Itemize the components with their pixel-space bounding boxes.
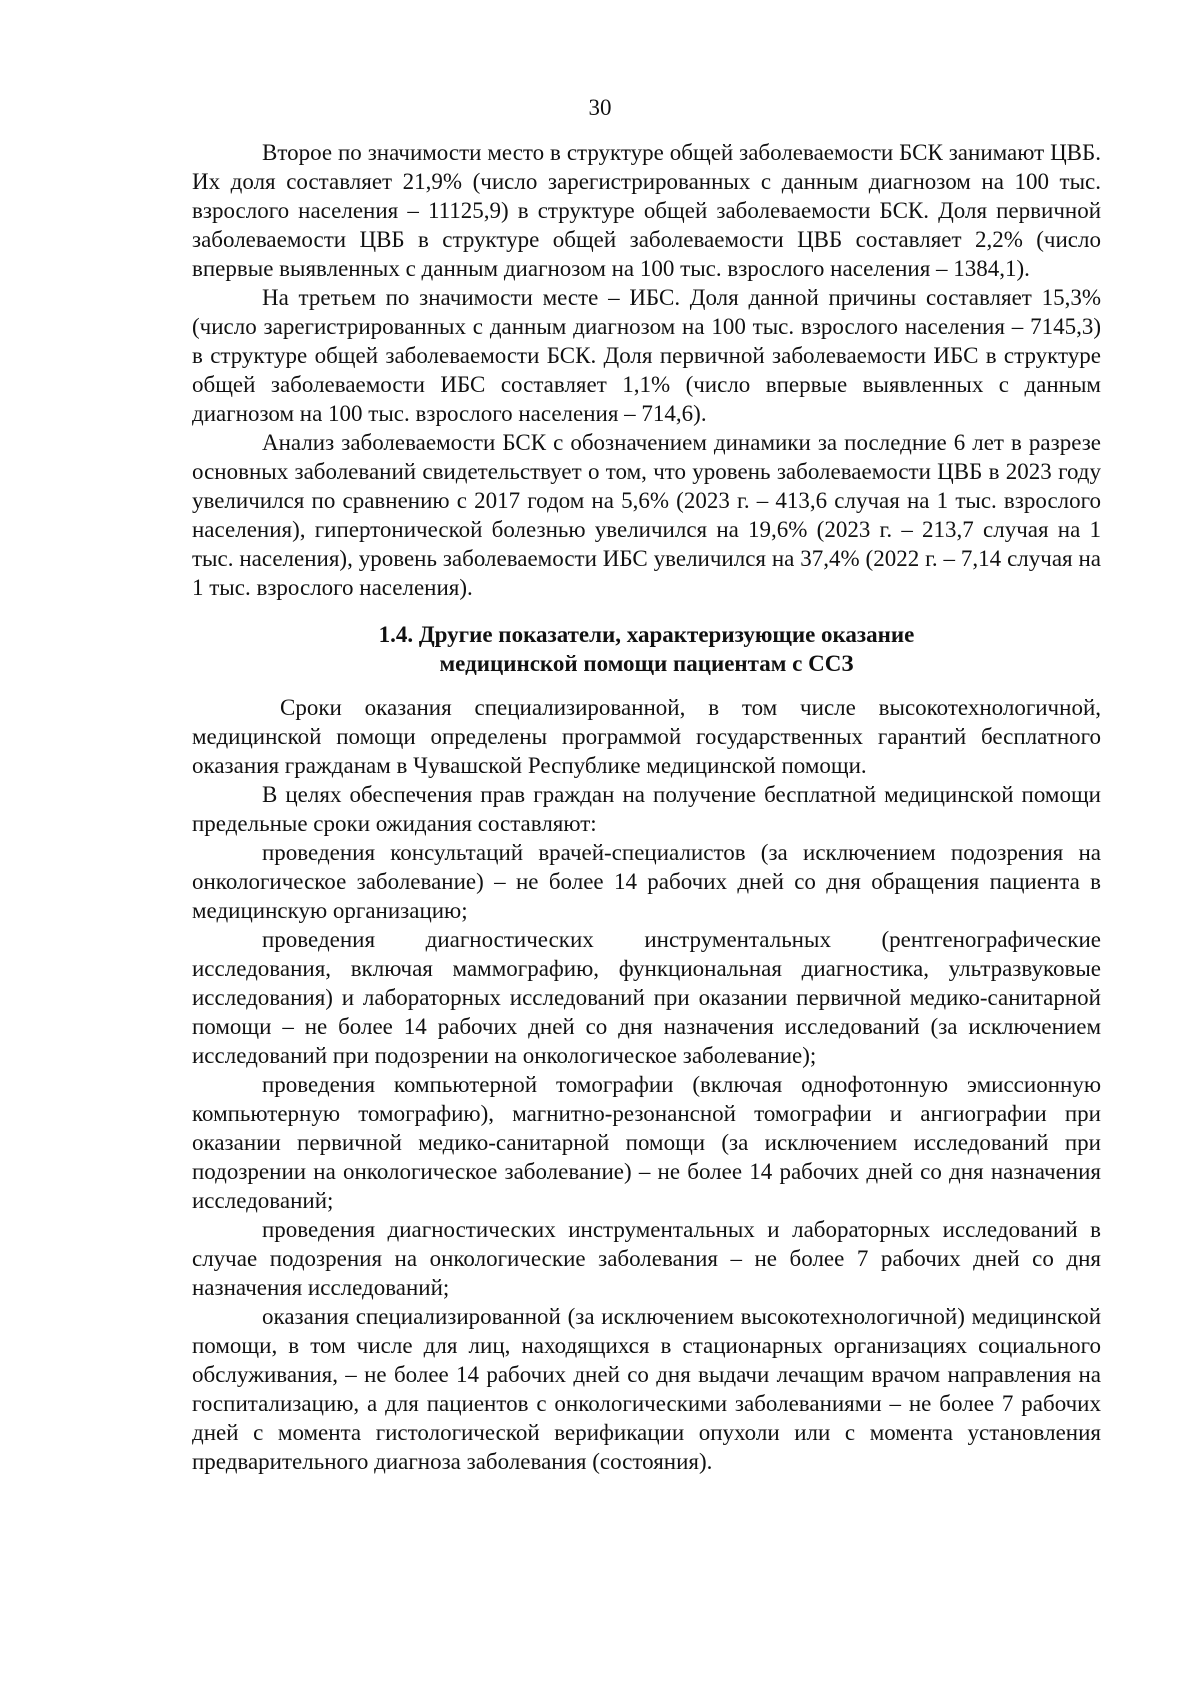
paragraph-diagnostics-limit: проведения диагностических инструментальных (рентгенографические исследования, включая маммографию, функциональная диагностика, ультразвуковые исследования) и лабораторных исследований при оказании первичной медико-санитарной помощи – не более 14 рабочих дней со дня назначения исследований (за исключением исследований при подозрении на онкологическое заболевание); — [192, 927, 1101, 1068]
section-heading — [192, 620, 1101, 678]
section-heading-line-2: медицинской помощи пациентам с ССЗ — [439, 651, 854, 676]
paragraph-tomography-limit: проведения компьютерной томографии (включая однофотонную эмиссионную компьютерную томографию), магнитно-резонансной томографии и ангиографии при оказании первичной медико-санитарной помощи (за исключением исследований при подозрении на онкологическое заболевание) – не более 14 рабочих дней со дня назначения исследований; — [192, 1072, 1101, 1213]
paragraph-consultations-limit: проведения консультаций врачей-специалистов (за исключением подозрения на онкологическое заболевание) – не более 14 рабочих дней со дня обращения пациента в медицинскую организацию; — [192, 840, 1101, 923]
paragraph-waiting-limits-intro: В целях обеспечения прав граждан на получение бесплатной медицинской помощи предельные сроки ожидания составляют: — [192, 782, 1101, 836]
paragraph-care-terms: Сроки оказания специализированной, в том числе высокотехнологичной, медицинской помощи определены программой государственных гарантий бесплатного оказания гражданам в Чувашской Республике медицинской помощи. — [192, 695, 1101, 778]
paragraph-ibs-share: На третьем по значимости месте – ИБС. Доля данной причины составляет 15,3% (число зарегистрированных с данным диагнозом на 100 тыс. взрослого населения – 7145,3) в структуре общей заболеваемости БСК. Доля первичной заболеваемости ИБС в структуре общей заболеваемости ИБС составляет 1,1% (число впервые выявленных с данным диагнозом на 100 тыс. взрослого населения – 714,6). — [192, 285, 1101, 426]
paragraph-cvb-share: Второе по значимости место в структуре общей заболеваемости БСК занимают ЦВБ. Их доля составляет 21,9% (число зарегистрированных с данным диагнозом на 100 тыс. взрослого населения – 11125,9) в структуре общей заболеваемости БСК. Доля первичной заболеваемости ЦВБ в структуре общей заболеваемости ЦВБ составляет 2,2% (число впервые выявленных с данным диагнозом на 100 тыс. взрослого населения – 1384,1). — [192, 140, 1101, 281]
page-number: 30 — [588, 95, 612, 120]
paragraph-dynamics-analysis: Анализ заболеваемости БСК с обозначением динамики за последние 6 лет в разрезе основных заболеваний свидетельствует о том, что уровень заболеваемости ЦВБ в 2023 году увеличился по сравнению с 2017 годом на 5,6% (2023 г. – 413,6 случая на 1 тыс. взрослого населения), гипертонической болезнью увеличился на 19,6% (2023 г. – 213,7 случая на 1 тыс. населения), уровень заболеваемости ИБС увеличился на 37,4% (2022 г. – 7,14 случая на 1 тыс. взрослого населения). — [192, 430, 1101, 600]
section-heading-line-1: 1.4. Другие показатели, характеризующие оказание — [378, 622, 915, 647]
paragraph-oncology-diagnostics-limit: проведения диагностических инструментальных и лабораторных исследований в случае подозрения на онкологические заболевания – не более 7 рабочих дней со дня назначения исследований; — [192, 1217, 1101, 1300]
paragraph-specialized-care-limit: оказания специализированной (за исключением высокотехнологичной) медицинской помощи, в том числе для лиц, находящихся в стационарных организациях социального обслуживания, – не более 14 рабочих дней со дня выдачи лечащим врачом направления на госпитализацию, а для пациентов с онкологическими заболеваниями – не более 7 рабочих дней с момента гистологической верификации опухоли или с момента установления предварительного диагноза заболевания (состояния). — [192, 1304, 1101, 1474]
page-content — [192, 138, 1101, 1476]
